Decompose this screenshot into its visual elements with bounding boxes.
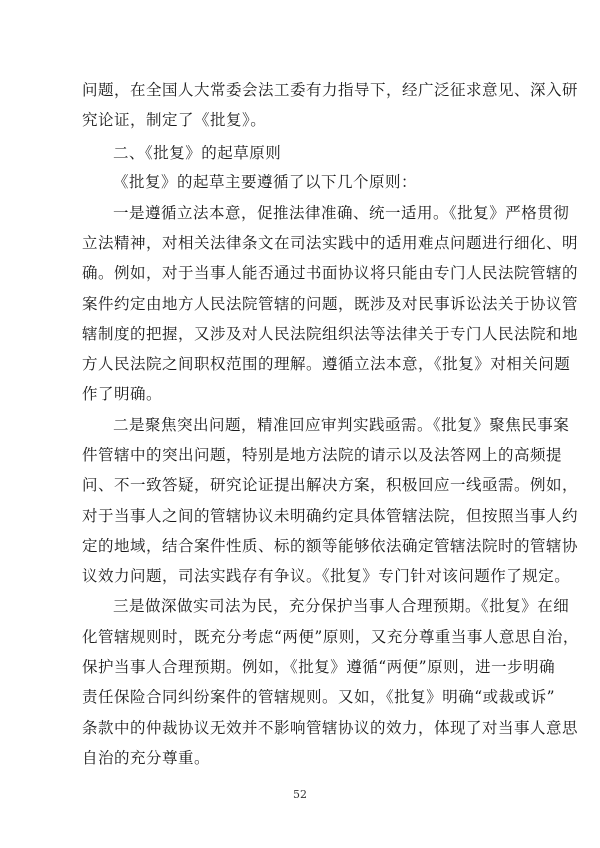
text-line-17: 议效力问题，司法实践存有争议。《批复》专门针对该问题作了规定。 [82,567,571,585]
text-line-15: 对于当事人之间的管辖协议未明确约定具体管辖法院，但按照当事人约 [82,507,579,525]
text-line-4: 《批复》的起草主要遵循了以下几个原则： [113,173,418,191]
text-line-9: 辖制度的把握，又涉及对人民法院组织法等法律关于专门人民法院和地 [82,325,579,343]
text-line-13: 件管辖中的突出问题，特别是地方法院的请示以及法答网上的高频提 [82,446,563,464]
text-line-19: 化管辖规则时，既充分考虑“两便”原则，又充分尊重当事人意思自治， [82,628,579,646]
text-line-20: 保护当事人合理预期。例如，《批复》遵循“两便”原则，进一步明确 [82,658,556,676]
text-line-18: 三是做深做实司法为民，充分保护当事人合理预期。《批复》在细 [113,597,570,615]
text-line-7: 确。例如，对于当事人能否通过书面协议将只能由专门人民法院管辖的 [82,264,579,282]
section-heading: 二、《批复》的起草原则 [113,144,282,162]
page-number: 52 [293,788,307,801]
text-line-5: 一是遵循立法本意，促推法律准确、统一适用。《批复》严格贯彻 [113,204,570,222]
text-line-6: 立法精神，对相关法律条文在司法实践中的适用难点问题进行细化、明 [82,234,579,252]
text-line-21: 责任保险合同纠纷案件的管辖规则。又如，《批复》明确“或裁或诉” [82,688,556,706]
text-line-23: 自治的充分尊重。 [82,749,211,767]
text-line-11: 作了明确。 [82,385,163,403]
text-line-14: 问、不一致答疑，研究论证提出解决方案，积极回应一线亟需。例如， [82,476,579,494]
text-line-12: 二是聚焦突出问题，精准回应审判实践亟需。《批复》聚焦民事案 [113,416,570,434]
text-line-10: 方人民法院之间职权范围的理解。遵循立法本意，《批复》对相关问题 [82,355,571,373]
text-line-16: 定的地域，结合案件性质、标的额等能够依法确定管辖法院时的管辖协 [82,537,579,555]
text-line-1: 问题，在全国人大常委会法工委有力指导下，经广泛征求意见、深入研 [82,81,579,99]
text-line-8: 案件约定由地方人民法院管辖的问题，既涉及对民事诉讼法关于协议管 [82,295,579,313]
text-line-22: 条款中的仲裁协议无效并不影响管辖协议的效力，体现了对当事人意思 [82,719,579,737]
text-line-2: 究论证，制定了《批复》。 [82,111,267,129]
